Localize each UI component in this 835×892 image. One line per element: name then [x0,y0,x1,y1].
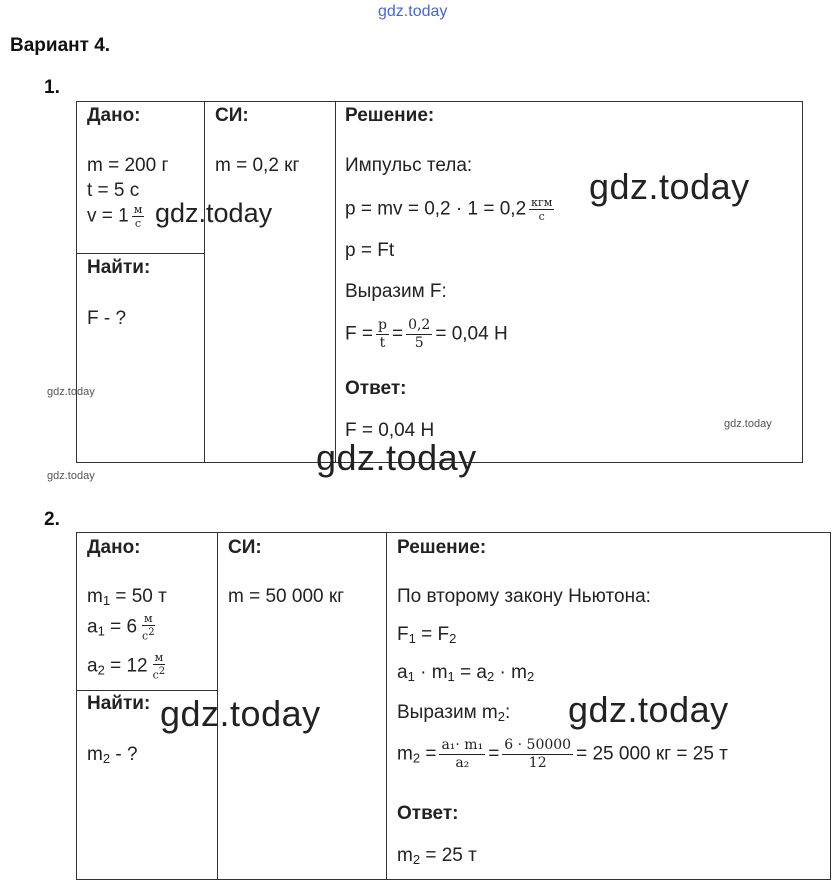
sol2-line4-end: : [504,702,511,723]
a2-sub: 2 [97,662,105,678]
momentum-unit-den: с [538,210,545,223]
task2-si-label: СИ: [228,537,262,558]
sol2-line5-rhs: = 25 000 кг = 25 т [576,743,728,765]
a1-unit-den [140,626,157,643]
task2-find-value [87,744,138,766]
task2-col-divider-2 [386,532,387,880]
mass-fraction-1-den: a₂ [455,755,470,771]
task2-dano-a2 [87,651,170,682]
task1-si-value: m = 0,2 кг [215,155,300,176]
watermark-5: gdz.today [316,437,477,478]
task2-solution-label: Решение: [397,537,487,558]
sol2-line4-text: Выразим m [397,702,498,723]
mass-fraction-2-den: 12 [528,755,547,771]
sol2-line3-s2: 1 [447,669,455,684]
task2-answer-value [397,845,477,867]
mass-fraction-1-num: a₁· m₁ [441,737,484,753]
a2-symbol: a [87,655,98,677]
m1-sub: 1 [102,593,111,608]
task1-dano-mass: m = 200 г [87,155,169,176]
m1-value: = 50 т [115,586,167,607]
sol2-line3-b: · m [414,662,448,683]
task1-sol-line3: p = Ft [345,240,395,261]
task2-answer-label: Ответ: [397,803,459,824]
task1-dano-velocity-text: v = 1 [87,205,129,227]
task1-dano-velocity [87,203,147,230]
answer-m-sub: 2 [412,852,421,867]
variant-title: Вариант 4. [10,35,111,56]
watermark-top: gdz.today [378,3,448,20]
sol2-line2-a: F [397,624,409,645]
task2-sol-line5 [397,737,728,772]
answer-m-symbol: m [397,845,413,866]
sol2-line3-s4: 2 [526,669,535,684]
watermark-1: gdz.today [155,198,273,228]
sol2-line3-d: · m [494,662,527,683]
task1-sol-line5-rhs: = 0,04 Н [435,323,508,345]
task2-dano-label: Дано: [87,537,141,558]
task2-row-divider [76,690,217,691]
velocity-unit-fraction [132,203,145,230]
sol2-line3-s3: 2 [487,669,495,684]
a2-unit-den [151,665,168,682]
find-m-rest: - ? [110,744,138,765]
a2-unit-num: м [154,651,164,664]
sol2-line4-sub: 2 [497,709,505,724]
a2-unit-den-base: с [152,668,159,682]
watermark-4: gdz.today [724,418,772,430]
force-fraction-1 [376,317,389,352]
task1-si-label: СИ: [215,105,249,126]
task2-sol-line1: По второму закону Ньютона: [397,586,651,607]
sol2-line5-lhs: m [397,743,413,765]
sol2-line2-sub1: 1 [408,631,416,646]
task1-answer-value: F = 0,04 Н [345,420,435,441]
velocity-unit-num: м [133,203,143,216]
sol2-line3-a: a [397,662,408,683]
task1-sol-line4: Выразим F: [345,281,447,302]
a1-sub: 1 [97,623,105,639]
sol2-line5-eq: = [420,743,437,765]
momentum-unit-num: кгм [531,196,553,209]
watermark-8: gdz.today [568,689,729,730]
a1-unit-num: м [144,612,153,625]
mass-fraction-2 [502,737,573,772]
a1-symbol: a [87,616,98,638]
task1-dano-time: t = 5 с [87,180,140,201]
task1-sol-line5-eq: = [391,323,404,345]
a1-unit-fraction [140,612,157,643]
task2-sol-line3 [397,662,534,684]
task1-find-label: Найти: [87,257,151,278]
task2-number: 2. [44,509,60,530]
force-fraction-2-num: 0,2 [408,317,431,333]
force-fraction-1-num: p [377,317,387,333]
task1-sol-line1: Импульс тела: [345,155,473,176]
task2-dano-m1 [87,586,167,608]
task2-sol-line4 [397,702,510,724]
task1-find-value: F - ? [87,308,127,329]
a1-unit-den-base: с [142,629,149,643]
sol2-line5-eq2: = [488,743,500,765]
watermark-7: gdz.today [160,693,321,734]
task1-col-divider-2 [335,101,336,463]
sol2-line2-b: = F [415,624,450,645]
task1-row-divider [76,253,204,254]
task1-solution-label: Решение: [345,105,435,126]
m1-symbol: m [87,586,103,607]
task1-sol-line2-text: p = mv = 0,2 · 1 = 0,2 [345,198,527,220]
force-fraction-1-den: t [379,335,386,351]
task1-col-divider-1 [204,101,205,463]
velocity-unit-den: с [134,217,142,230]
task2-si-value: m = 50 000 кг [228,586,345,607]
sol2-line2-sub2: 2 [449,631,457,646]
a2-value: = 12 [110,655,148,677]
sol2-line5-lhs-sub: 2 [412,750,421,766]
mass-fraction-2-num: 6 · 50000 [504,737,572,753]
momentum-unit-fraction [529,196,554,223]
a2-unit-den-pow: 2 [158,666,166,677]
a2-unit-fraction [151,651,168,682]
task1-sol-line5 [345,317,508,352]
find-m-symbol: m [87,744,103,765]
task1-sol-line2 [345,196,557,223]
task2-sol-line2 [397,624,456,646]
force-fraction-2-den: 5 [414,335,424,351]
task2-dano-a1 [87,612,160,643]
find-m-sub: 2 [102,751,111,766]
watermark-3: gdz.today [47,386,95,398]
task2-find-label: Найти: [87,693,151,714]
sol2-line3-s1: 1 [407,669,415,684]
a1-value: = 6 [110,616,138,638]
a1-unit-den-pow: 2 [148,627,155,638]
watermark-6: gdz.today [47,470,95,482]
force-fraction-2 [406,317,432,352]
task1-dano-label: Дано: [87,105,141,126]
mass-fraction-1 [439,737,485,772]
task1-answer-label: Ответ: [345,378,407,399]
sol2-line3-c: = a [454,662,487,683]
task1-number: 1. [44,77,60,98]
watermark-2: gdz.today [589,166,750,207]
task1-sol-line5-lhs: F = [345,323,373,345]
answer-m-rest: = 25 т [420,845,477,866]
